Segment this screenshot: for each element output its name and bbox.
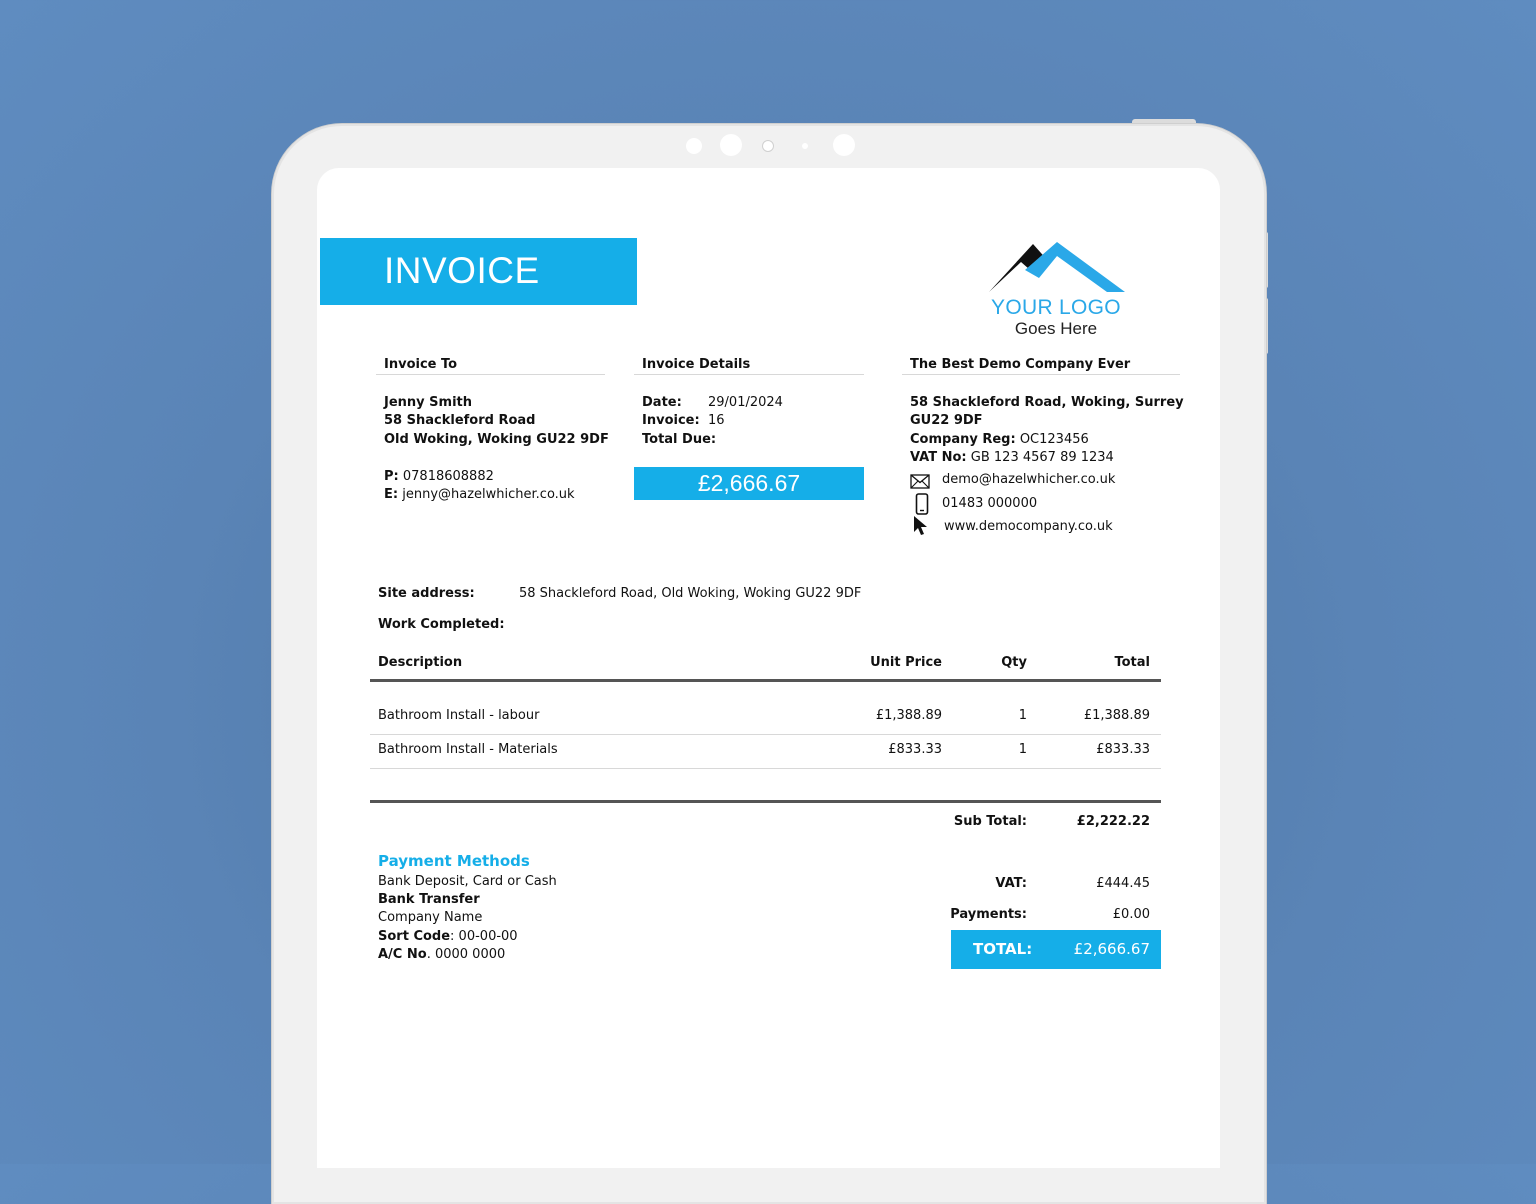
col-header-qty: Qty [1001, 655, 1027, 670]
payment-line: Company Name [378, 910, 483, 925]
row-divider [370, 768, 1161, 769]
company-heading: The Best Demo Company Ever [910, 357, 1131, 372]
camera-dot [833, 134, 855, 156]
row-total: £833.33 [1096, 742, 1150, 757]
divider [634, 374, 864, 375]
company-email: demo@hazelwhicher.co.uk [942, 472, 1116, 487]
account-number-label: A/C No [378, 947, 427, 962]
invoice-title-bar [320, 238, 637, 305]
logo-text: YOUR LOGO [991, 296, 1121, 319]
sort-code-value: : 00-00-00 [450, 929, 518, 944]
invoice-title: INVOICE [384, 250, 540, 291]
grand-total-label: TOTAL: [973, 940, 1033, 958]
company-phone: 01483 000000 [942, 496, 1038, 511]
client-address-line1: 58 Shackleford Road [384, 413, 536, 428]
site-address-label: Site address: [378, 586, 475, 601]
company-website: www.democompany.co.uk [944, 519, 1113, 534]
row-description: Bathroom Install - Materials [378, 742, 558, 757]
total-due-label: Total Due: [642, 432, 717, 447]
row-qty: 1 [1018, 708, 1027, 723]
company-reg-value: OC123456 [1019, 432, 1089, 447]
invoice-number-value: 16 [708, 413, 725, 428]
table-footer-rule [370, 800, 1161, 803]
row-unit-price: £833.33 [888, 742, 942, 757]
company-address-line2: GU22 9DF [910, 413, 983, 428]
camera-dot [686, 138, 702, 154]
divider [376, 374, 605, 375]
grand-total-value: £2,666.67 [1073, 940, 1150, 958]
logo-mountain-icon [987, 240, 1129, 296]
payment-methods-heading: Payment Methods [378, 852, 530, 870]
total-due-box [634, 467, 864, 500]
payment-line: Bank Transfer [378, 892, 480, 907]
payments-label: Payments: [950, 907, 1027, 922]
invoice-document [317, 168, 1220, 1168]
row-description: Bathroom Install - labour [378, 708, 540, 723]
col-header-total: Total [1114, 655, 1150, 670]
company-vat-label: VAT No: [910, 450, 967, 465]
email-label: E: [384, 487, 399, 502]
client-phone [384, 469, 494, 484]
subtotal-label: Sub Total: [953, 814, 1027, 829]
divider [902, 374, 1180, 375]
payments-value: £0.00 [1112, 907, 1150, 922]
col-header-description: Description [378, 655, 463, 670]
payment-line: Bank Deposit, Card or Cash [378, 874, 557, 889]
company-reg [910, 432, 1089, 447]
row-total: £1,388.89 [1083, 708, 1150, 723]
client-email [384, 487, 575, 502]
camera-dot [802, 143, 808, 149]
invoice-details-heading: Invoice Details [642, 357, 751, 372]
sort-code [378, 929, 518, 944]
company-vat [910, 450, 1114, 465]
email-value: jenny@hazelwhicher.co.uk [402, 487, 575, 502]
row-qty: 1 [1018, 742, 1027, 757]
table-header-rule [370, 679, 1161, 682]
work-completed-label: Work Completed: [378, 617, 505, 632]
col-header-unit-price: Unit Price [870, 655, 942, 670]
company-vat-value: GB 123 4567 89 1234 [970, 450, 1114, 465]
camera-lens [762, 140, 774, 152]
cursor-pointer-icon [913, 515, 929, 537]
invoice-number-label: Invoice: [642, 413, 700, 428]
account-number [378, 947, 505, 962]
mobile-phone-icon [915, 493, 929, 515]
invoice-to-heading: Invoice To [384, 357, 458, 372]
subtotal-value: £2,222.22 [1076, 814, 1150, 829]
company-reg-label: Company Reg: [910, 432, 1016, 447]
account-number-value: . 0000 0000 [426, 947, 506, 962]
phone-value: 07818608882 [402, 469, 494, 484]
row-unit-price: £1,388.89 [875, 708, 942, 723]
phone-label: P: [384, 469, 399, 484]
sort-code-label: Sort Code [378, 929, 451, 944]
camera-dot [720, 134, 742, 156]
company-address-line1: 58 Shackleford Road, Woking, Surrey [910, 395, 1184, 410]
row-divider [370, 734, 1161, 735]
vat-value: £444.45 [1096, 876, 1150, 891]
client-address-line2: Old Woking, Woking GU22 9DF [384, 432, 609, 447]
envelope-icon [910, 474, 930, 489]
site-address-value: 58 Shackleford Road, Old Woking, Woking GU22 9DF [519, 586, 862, 601]
date-label: Date: [642, 395, 682, 410]
client-name: Jenny Smith [384, 395, 472, 410]
date-value: 29/01/2024 [708, 395, 783, 410]
grand-total-box [951, 930, 1161, 969]
vat-label: VAT: [995, 876, 1027, 891]
logo-subtext: Goes Here [1014, 319, 1098, 338]
total-due-value: £2,666.67 [697, 470, 801, 496]
